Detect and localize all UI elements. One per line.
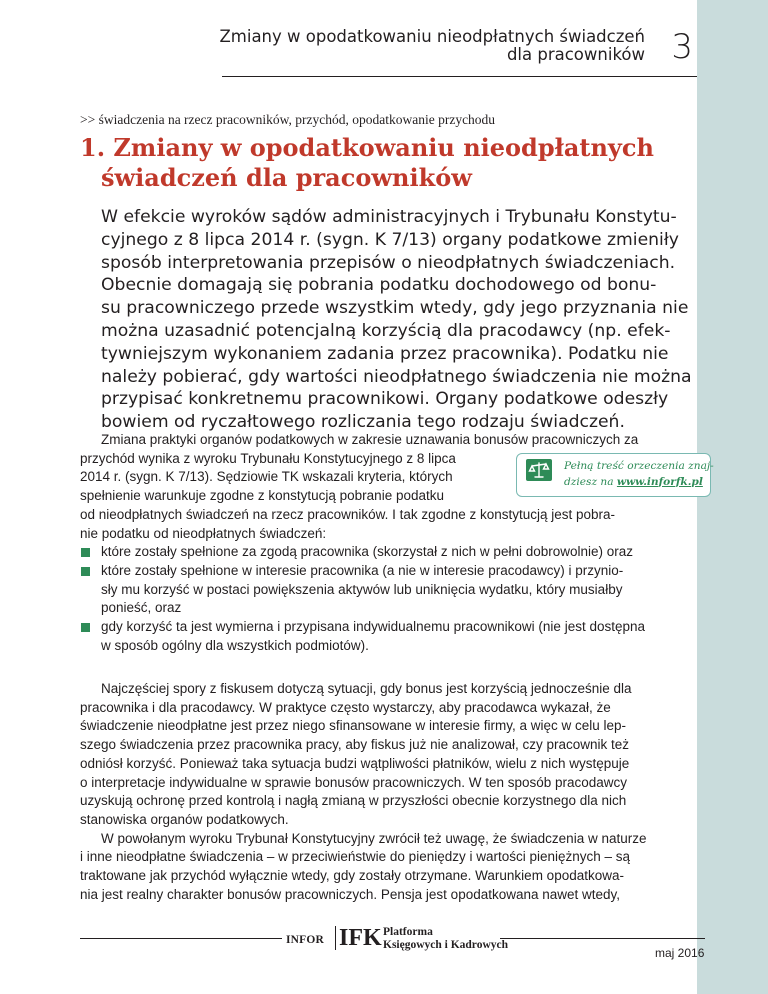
logo-tagline-line2: Księgowych i Kadrowych [383, 938, 509, 951]
section-heading-line2: świadczeń dla pracowników [101, 163, 472, 192]
infor-ifk-logo [286, 924, 509, 954]
lead-line: sposób interpretowania przepisów o nieodpłatnych świadczeniach. [101, 252, 676, 273]
body-line: W powołanym wyroku Trybunał Konstytucyjny zwrócił też uwagę, że świadczenia w naturze [101, 830, 647, 846]
body-line: i inne nieodpłatne świadczenia – w przeciwieństwie do pieniędzy i wartości pieniężnych – są [80, 849, 631, 865]
bullet-line: sły mu korzyść w postaci powiększenia aktywów lub uniknięcia wydatku, który musiałby [101, 581, 623, 597]
body-line: Najczęściej spory z fiskusem dotyczą sytuacji, gdy bonus jest korzyścią jednocześnie dla [101, 681, 632, 696]
body-line: nie podatku od nieodpłatnych świadczeń: [80, 525, 327, 541]
body-line: uzyskują ochronę przed kontrolą i nagłą zmianą w przyszłości obecnie korzystnego dla nich [80, 793, 627, 809]
bullet-item [80, 562, 710, 618]
callout-line2 [564, 475, 714, 491]
running-title-line2: dla pracowników [506, 45, 645, 64]
body-line: o interpretacje indywidualne w sprawie bonusów pracowniczych. W ten sposób pracodawcy [80, 774, 628, 790]
bullet-item [80, 618, 710, 655]
footer-rule-left [80, 938, 282, 939]
bullet-line: które zostały spełnione za zgodą pracownika (skorzystał z nich w pełni dobrowolnie) oraz [101, 544, 634, 560]
bullet-line: gdy korzyść ta jest wymierna i przypisana indywidualnemu pracownikowi (nie jest dostępna [101, 619, 646, 635]
callout-line2-prefix: dziesz na [564, 475, 617, 488]
logo-ifk-text: IFK [339, 925, 382, 951]
header-rule [222, 76, 697, 77]
callout-line1: Pełną treść orzeczenia znaj- [564, 460, 714, 472]
lead-line: bowiem od ryczałtowego rozliczania tego rodzaju świadczeń. [101, 412, 625, 433]
lead-line: Obecnie domagają się pobrania podatku dochodowego od bonu- [101, 275, 657, 296]
keywords-line: >> świadczenia na rzecz pracowników, przychód, opodatkowanie przychodu [80, 112, 496, 127]
body-paragraph-2 [80, 680, 710, 904]
body-line: odniósł korzyść. Ponieważ taka sytuacja budzi wątpliwości płatników, wielu z nich występuje [80, 755, 630, 771]
page-header [0, 0, 697, 78]
lead-line: tywniejszym wykonaniem zadania przez pracownika). Podatku nie [101, 343, 669, 364]
lead-paragraph [101, 206, 707, 434]
logo-infor-text: INFOR [286, 934, 325, 946]
bullet-line: ponieść, oraz [101, 600, 182, 616]
lead-line: należy pobierać, gdy wartości nieodpłatnego świadczenia nie można [101, 366, 692, 387]
body-line: przychód wynika z wyroku Trybunału Konstytucyjnego z 8 lipca [80, 450, 456, 466]
chapter-number: 3 [671, 27, 693, 67]
lead-line: W efekcie wyroków sądów administracyjnych i Trybunału Konstytu- [101, 207, 677, 227]
section-heading [80, 133, 700, 193]
bullet-line: w sposób ogólny dla wszystkich podmiotów). [101, 637, 369, 653]
running-title [219, 28, 645, 64]
body-line: spełnienie warunkuje zgodne z konstytucją pobranie podatku [80, 488, 444, 504]
lead-line: su pracowniczego przede wszystkim wtedy, gdy jego przyznania nie [101, 298, 689, 319]
body-line: Zmiana praktyki organów podatkowych w zakresie uznawania bonusów pracowniczych za [101, 432, 639, 447]
logo-tagline [383, 926, 508, 951]
scales-of-justice-icon [526, 459, 552, 481]
body-line: nia jest realny charakter bonusów pracowniczych. Pensja jest opodatkowana nawet wtedy, [80, 886, 621, 902]
bullet-item [80, 543, 710, 562]
body-line: szego świadczenia przez pracownika pracy, aby fiskus już nie analizował, czy pracownik też [80, 737, 629, 753]
issue-date: maj 2016 [655, 946, 705, 960]
source-callout [516, 453, 714, 497]
logo-divider [335, 926, 336, 950]
body-line: traktowane jak przychód wyłącznie wtedy, gdy zostały otrzymane. Warunkiem opodatkowa- [80, 868, 624, 884]
callout-text [564, 459, 714, 490]
lead-line: można uzasadnić potencjalną korzyścią dla pracodawcy (np. efek- [101, 320, 671, 341]
inforfk-link[interactable]: www.inforfk.pl [616, 475, 703, 488]
lead-line: przypisać konkretnemu pracownikowi. Organy podatkowe odeszły [101, 389, 669, 410]
bullet-square-icon [81, 623, 90, 632]
section-heading-line1: 1. Zmiany w opodatkowaniu nieodpłatnych [80, 133, 654, 162]
lead-line: cyjnego z 8 lipca 2014 r. (sygn. K 7/13) organy podatkowe zmieniły [101, 229, 679, 250]
logo-tagline-line1: Platforma [383, 926, 433, 938]
body-line: od nieodpłatnych świadczeń na rzecz pracowników. I tak zgodne z konstytucją jest pobra- [80, 506, 616, 522]
body-line: 2014 r. (sygn. K 7/13). Sędziowie TK wskazali kryteria, których [80, 469, 453, 485]
bullet-square-icon [81, 548, 90, 557]
body-line: stanowiska organów podatkowych. [80, 811, 289, 827]
footer-rule-right [500, 938, 705, 939]
body-line: świadczenie nieodpłatne jest przez niego sfinansowane w interesie firmy, a więc w celu lep- [80, 718, 627, 734]
bullet-square-icon [81, 567, 90, 576]
running-title-line1: Zmiany w opodatkowaniu nieodpłatnych świadczeń [219, 27, 645, 46]
body-line: pracownika i dla pracodawcy. W praktyce często wystarczy, aby pracodawca wykazał, że [80, 699, 611, 715]
bullet-line: które zostały spełnione w interesie pracownika (a nie w interesie pracodawcy) i przynio- [101, 562, 624, 578]
